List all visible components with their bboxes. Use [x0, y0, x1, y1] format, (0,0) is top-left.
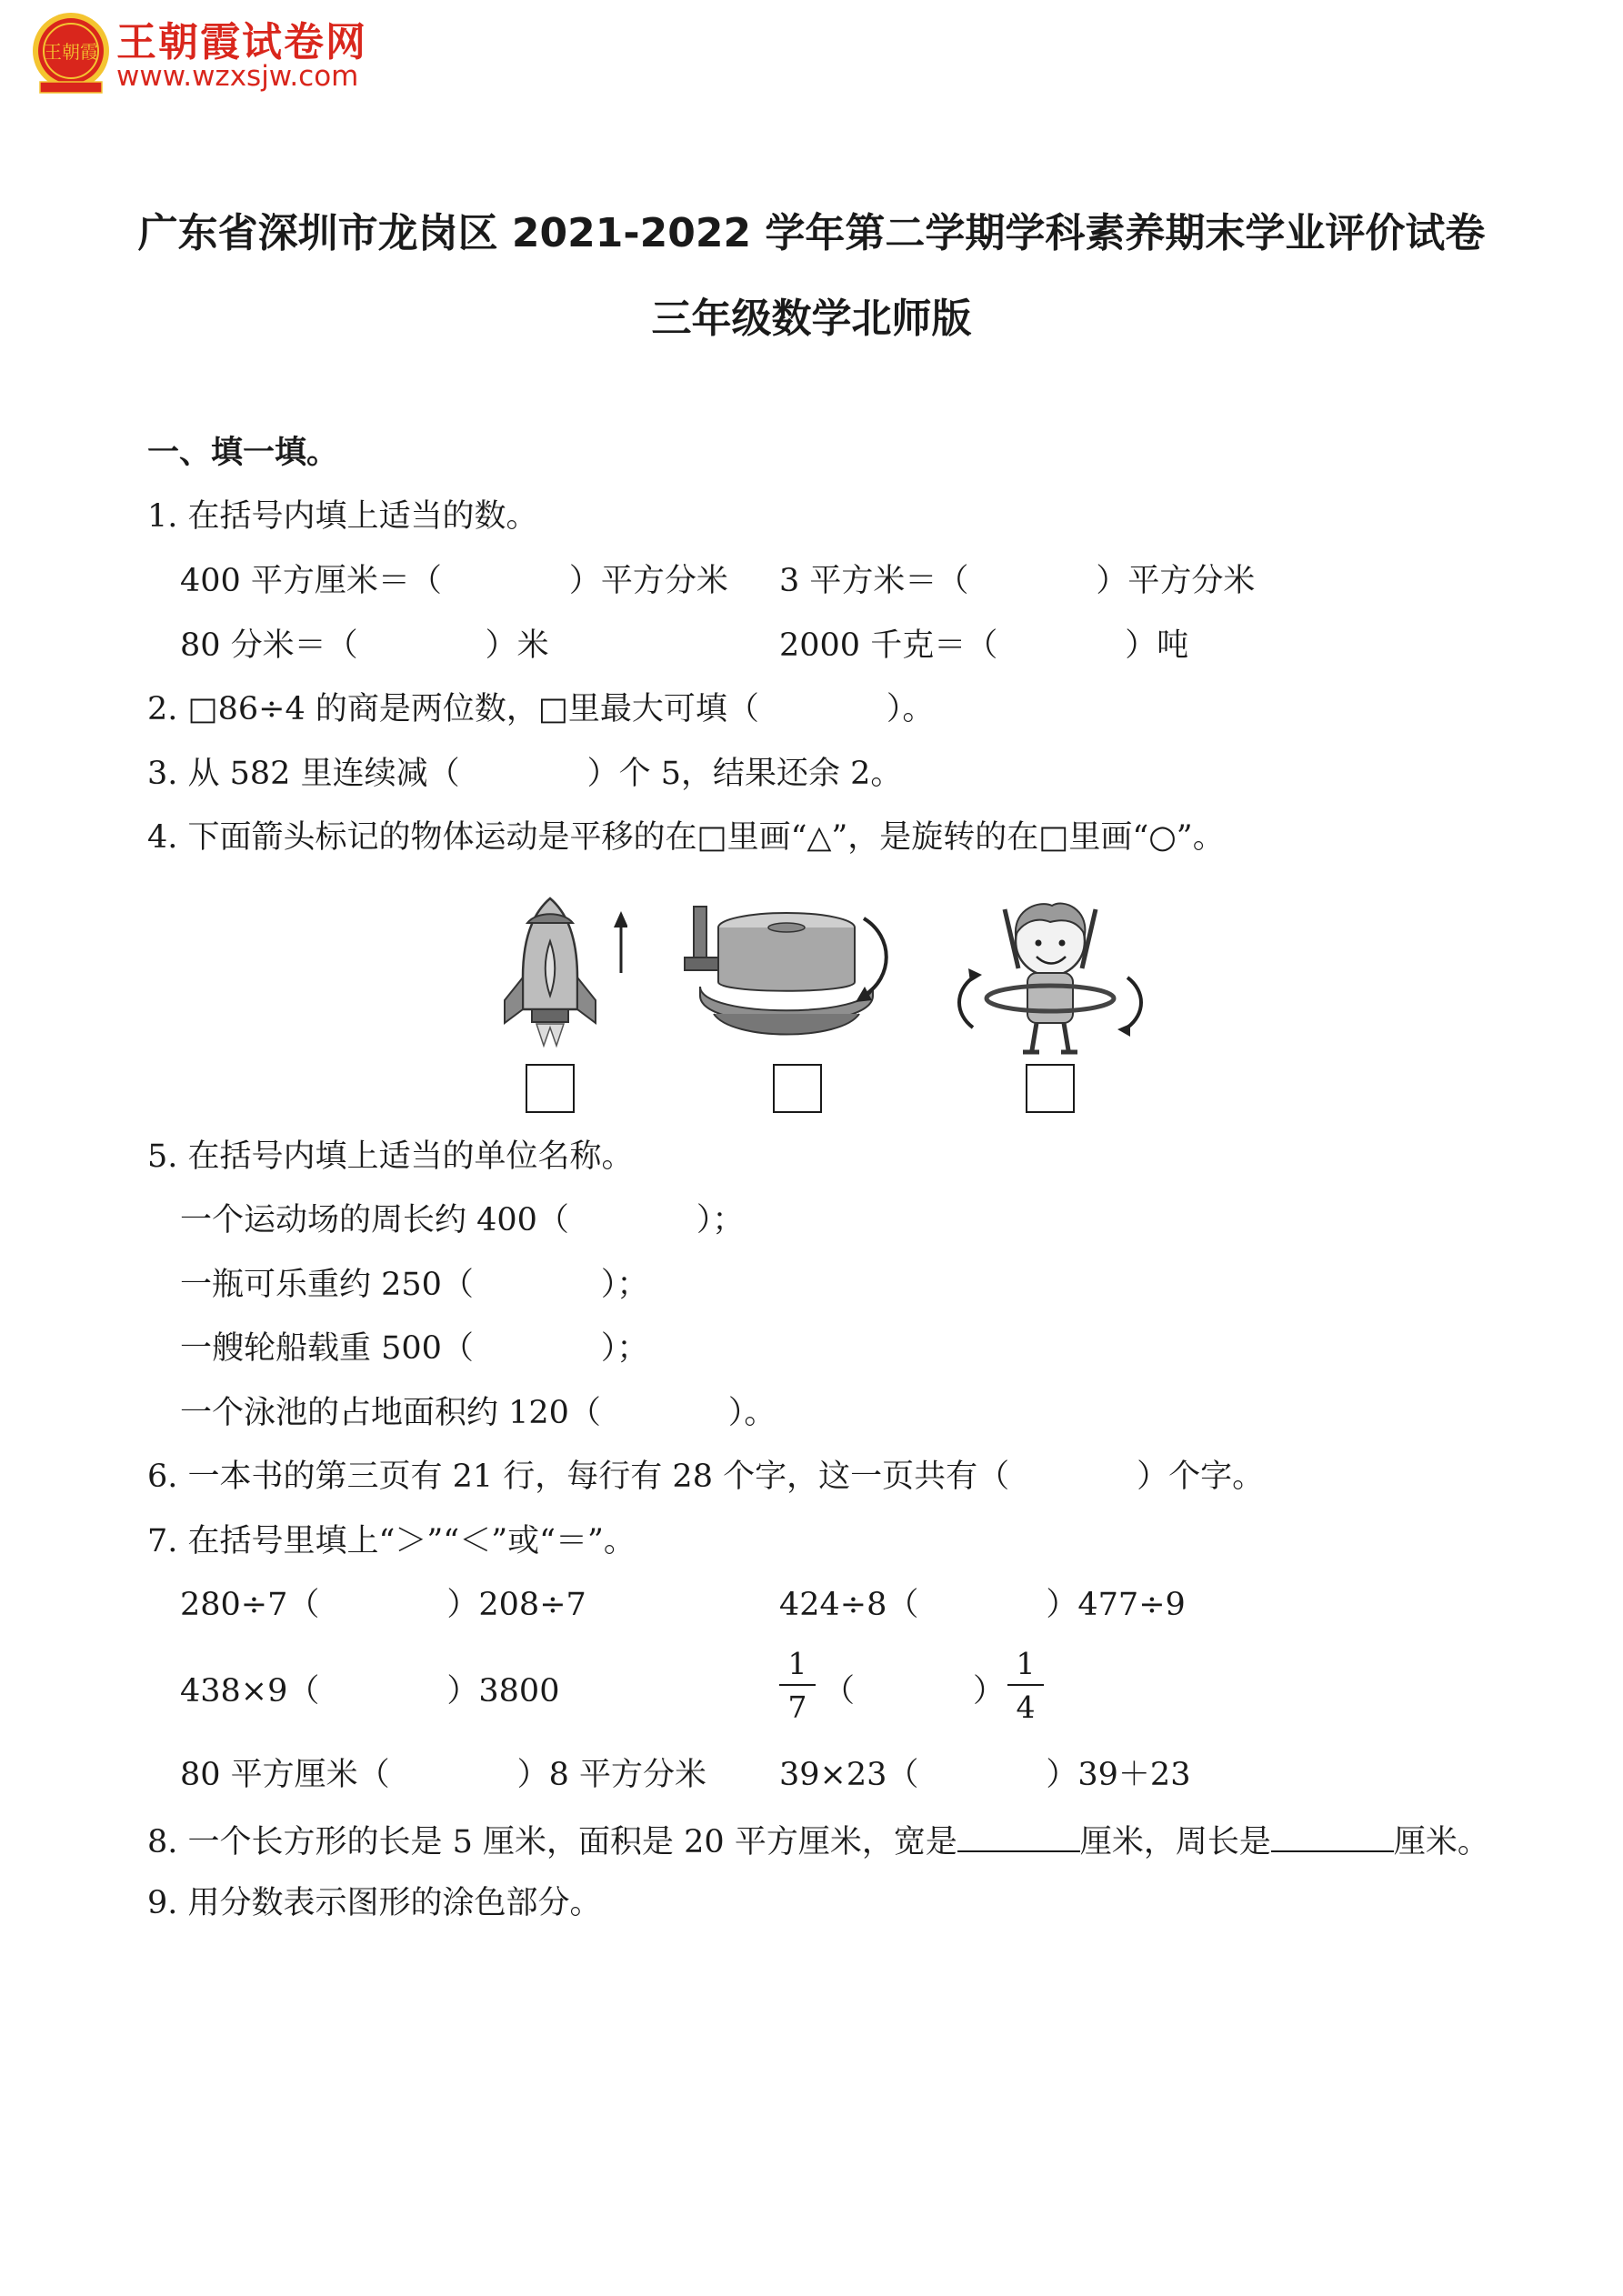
q5-item-a: 一个运动场的周长约 400（ ）； — [180, 1202, 745, 1238]
brand-logo-icon — [27, 9, 115, 96]
q1-item-a: 400 平方厘米＝（ ）平方分米 — [180, 563, 728, 599]
q7-stem: 7. 在括号里填上“＞”“＜”或“＝”。 — [147, 1523, 636, 1559]
q3: 3. 从 582 里连续减（ ）个 5，结果还余 2。 — [147, 756, 903, 792]
q1-item-c: 80 分米＝（ ）米 — [180, 627, 549, 664]
q7-item-f: 39×23（ ）39＋23 — [779, 1757, 1191, 1793]
rocket-illustration-icon — [491, 891, 627, 1055]
page-title: 广东省深圳市龙岗区 2021-2022 学年第二学期学科素养期末学业评价试卷 — [137, 210, 1486, 256]
q7-item-e: 80 平方厘米（ ）8 平方分米 — [180, 1757, 707, 1793]
q7-item-d-right-paren: ） — [973, 1673, 1006, 1709]
answer-box-millstone[interactable] — [773, 1064, 822, 1113]
fraction-denominator: 4 — [1016, 1689, 1036, 1725]
q1-item-b: 3 平方米＝（ ）平方分米 — [779, 563, 1256, 599]
q8-part3: 厘米。 — [1393, 1824, 1489, 1860]
q5-item-b: 一瓶可乐重约 250（ ）； — [180, 1267, 649, 1303]
fraction-denominator: 7 — [787, 1689, 807, 1725]
q9: 9. 用分数表示图形的涂色部分。 — [147, 1885, 602, 1921]
q1-stem: 1. 在括号内填上适当的数。 — [147, 498, 538, 535]
q8 — [147, 1820, 1489, 1862]
q7-item-c: 438×9（ ）3800 — [180, 1673, 560, 1709]
q4-stem: 4. 下面箭头标记的物体运动是平移的在□里画“△”，是旋转的在□里画“○”。 — [147, 819, 1225, 856]
logo-text: 王朝霞 — [44, 41, 98, 63]
q5-item-d: 一个泳池的占地面积约 120（ ）。 — [180, 1395, 776, 1431]
fraction-numerator: 1 — [779, 1648, 816, 1686]
answer-box-hula-hoop[interactable] — [1026, 1064, 1075, 1113]
q1-item-d: 2000 千克＝（ ）吨 — [779, 627, 1189, 664]
brand-url: www.wzxsjw.com — [116, 60, 359, 93]
section-heading: 一、填一填。 — [147, 435, 339, 471]
q8-width-blank[interactable] — [957, 1820, 1080, 1852]
q7-item-d-left-paren: （ — [823, 1673, 856, 1709]
fraction-numerator: 1 — [1007, 1648, 1044, 1686]
q7-item-b: 424÷8（ ）477÷9 — [779, 1587, 1186, 1623]
millstone-illustration-icon — [677, 896, 896, 1050]
q8-part1: 8. 一个长方形的长是 5 厘米，面积是 20 平方厘米，宽是 — [147, 1824, 957, 1860]
answer-box-rocket[interactable] — [526, 1064, 575, 1113]
brand-name: 王朝霞试卷网 — [116, 19, 367, 65]
q8-perimeter-blank[interactable] — [1271, 1820, 1394, 1852]
q5-stem: 5. 在括号内填上适当的单位名称。 — [147, 1138, 634, 1175]
q7-item-a: 280÷7（ ）208÷7 — [180, 1587, 586, 1623]
q7-fraction-one-seventh — [779, 1648, 816, 1724]
q7-fraction-one-fourth — [1007, 1648, 1044, 1724]
q6: 6. 一本书的第三页有 21 行，每行有 28 个字，这一页共有（ ）个字。 — [147, 1459, 1265, 1495]
q2: 2. □86÷4 的商是两位数，□里最大可填（ ）。 — [147, 691, 935, 727]
hula-hoop-child-illustration-icon — [950, 891, 1150, 1059]
q5-item-c: 一艘轮船载重 500（ ）； — [180, 1330, 649, 1367]
page-subtitle: 三年级数学北师版 — [651, 296, 972, 342]
q8-part2: 厘米，周长是 — [1079, 1824, 1271, 1860]
